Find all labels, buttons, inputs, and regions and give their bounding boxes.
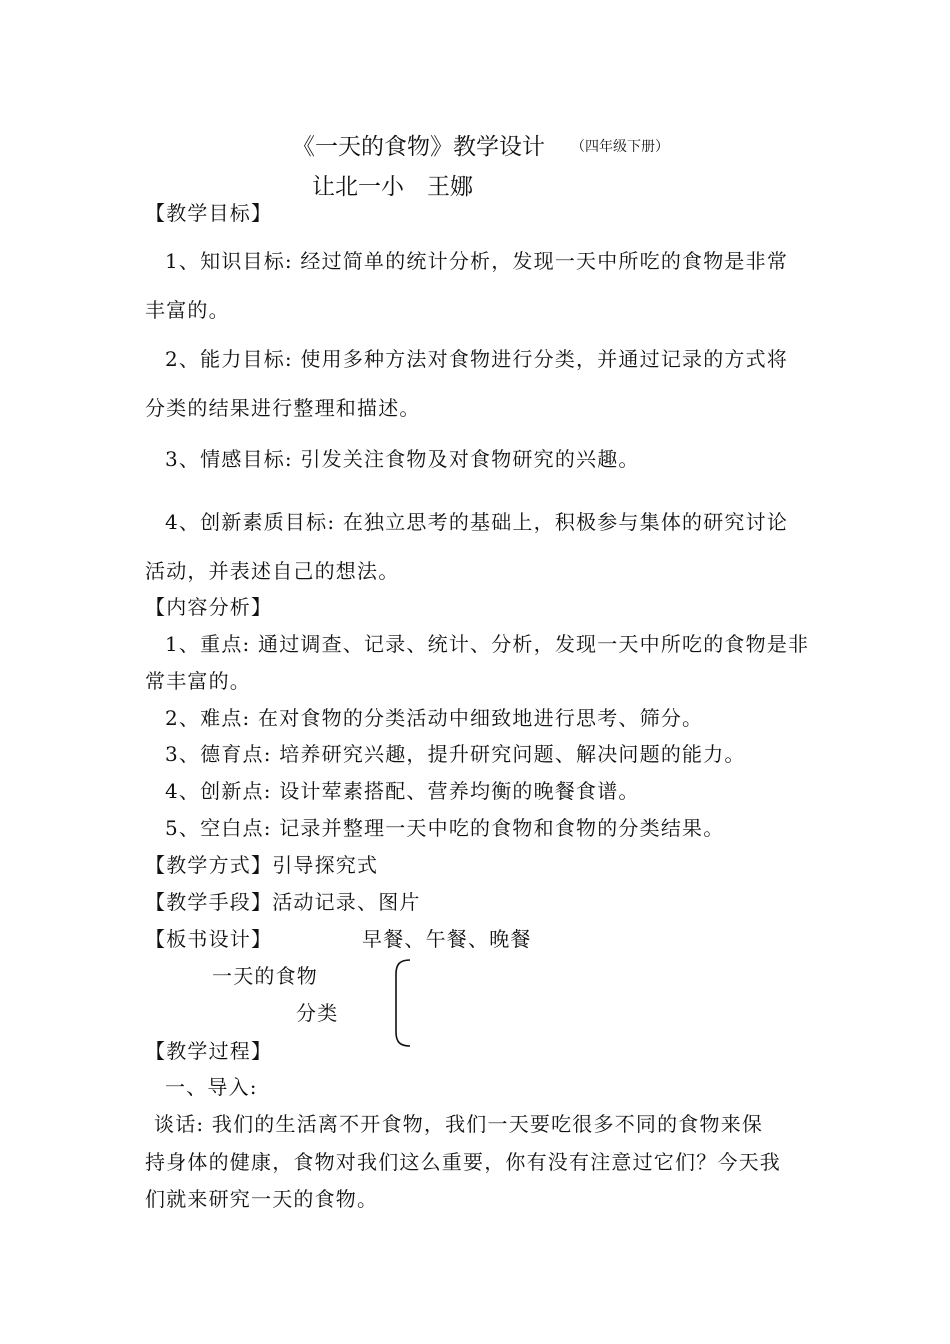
teaching-means: 【教学手段】活动记录、图片 <box>145 890 421 914</box>
objective-1-line-1: 1、知识目标: 经过简单的统计分析，发现一天中所吃的食物是非常 <box>165 249 789 273</box>
content-4: 4、创新点: 设计荤素搭配、营养均衡的晚餐食谱。 <box>165 779 640 803</box>
author-line: 让北一小 王娜 <box>312 174 473 200</box>
board-design-heading: 【板书设计】 <box>145 927 273 951</box>
objective-3: 3、情感目标: 引发关注食物及对食物研究的兴趣。 <box>165 447 640 471</box>
intro-line-3: 们就来研究一天的食物。 <box>145 1187 379 1211</box>
objective-2-line-1: 2、能力目标: 使用多种方法对食物进行分类，并通过记录的方式将 <box>165 347 789 371</box>
teaching-method: 【教学方式】引导探究式 <box>145 853 379 877</box>
content-heading: 【内容分析】 <box>145 595 273 619</box>
objective-1-line-2: 丰富的。 <box>145 298 230 322</box>
board-meals: 早餐、午餐、晚餐 <box>362 927 532 951</box>
objective-4-line-2: 活动，并表述自己的想法。 <box>145 559 400 583</box>
content-1-line-2: 常丰富的。 <box>145 669 251 693</box>
board-classify: 分类 <box>296 1001 339 1025</box>
objectives-heading: 【教学目标】 <box>145 201 273 225</box>
content-2: 2、难点: 在对食物的分类活动中细致地进行思考、筛分。 <box>165 706 704 730</box>
board-topic: 一天的食物 <box>212 964 318 988</box>
board-brace-shape <box>392 958 412 1048</box>
title-grade-note: （四年级下册） <box>571 139 669 155</box>
title-text: 《一天的食物》教学设计 <box>292 134 545 160</box>
objective-4-line-1: 4、创新素质目标: 在独立思考的基础上，积极参与集体的研究讨论 <box>165 510 789 534</box>
intro-line-2: 持身体的健康，食物对我们这么重要，你有没有注意过它们？今天我 <box>145 1150 781 1174</box>
document-title <box>292 133 669 161</box>
content-3: 3、德育点: 培养研究兴趣，提升研究问题、解决问题的能力。 <box>165 742 746 766</box>
intro-heading: 一、导入: <box>165 1075 258 1099</box>
content-1-line-1: 1、重点: 通过调查、记录、统计、分析，发现一天中所吃的食物是非 <box>165 632 810 656</box>
objective-2-line-2: 分类的结果进行整理和描述。 <box>145 396 421 420</box>
process-heading: 【教学过程】 <box>145 1039 273 1063</box>
intro-line-1: 谈话: 我们的生活离不开食物，我们一天要吃很多不同的食物来保 <box>154 1112 764 1136</box>
content-5: 5、空白点: 记录并整理一天中吃的食物和食物的分类结果。 <box>165 816 725 840</box>
